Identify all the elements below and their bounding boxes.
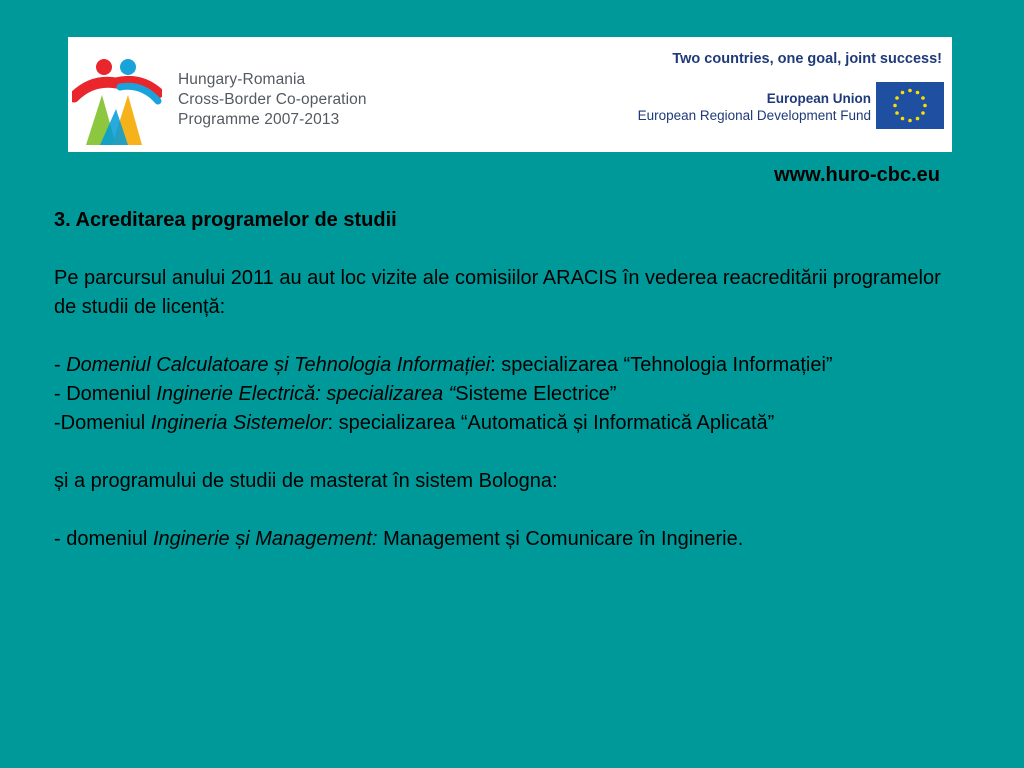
eu-star <box>901 91 905 95</box>
eu-star <box>916 91 920 95</box>
item-prefix: -Domeniul <box>54 412 151 434</box>
item-domain: Ingineria Sistemelor <box>150 412 328 434</box>
eu-name: European Union <box>766 91 871 106</box>
slide-content <box>54 206 954 554</box>
list-item <box>54 525 954 554</box>
eu-star <box>895 111 899 115</box>
eu-star <box>901 117 905 121</box>
intro-paragraph: Pe parcursul anului 2011 au aut loc vizite ale comisiilor ARACIS în vederea reacreditării programelor de studii de licență: <box>54 267 941 318</box>
eu-star <box>908 119 912 123</box>
slogan: Two countries, one goal, joint success! <box>672 51 942 67</box>
item-rest: : specializarea “Tehnologia Informației” <box>490 354 833 376</box>
item-domain: Inginerie Electrică: specializarea “ <box>156 383 456 405</box>
eu-star <box>921 96 925 100</box>
item-rest: Management și Comunicare în Inginerie. <box>377 528 744 550</box>
eu-star <box>895 96 899 100</box>
list-item <box>54 380 954 409</box>
website-url[interactable]: www.huro-cbc.eu <box>774 164 940 186</box>
programme-line-3: Programme 2007-2013 <box>178 111 340 128</box>
item-prefix: - Domeniul <box>54 383 157 405</box>
eu-flag-icon <box>876 82 944 129</box>
eu-star <box>916 117 920 121</box>
item-rest: Sisteme Electrice” <box>455 383 617 405</box>
programme-line-2: Cross-Border Co-operation <box>178 91 367 108</box>
eu-star <box>923 104 927 108</box>
eu-fund: European Regional Development Fund <box>637 108 871 123</box>
programme-line-1: Hungary-Romania <box>178 71 306 88</box>
item-prefix: - <box>54 354 67 376</box>
section-title: 3. Acreditarea programelor de studii <box>54 209 397 231</box>
eu-block <box>628 90 871 125</box>
eu-star <box>908 89 912 93</box>
huro-cbc-logo <box>72 57 162 147</box>
programme-name <box>178 70 367 130</box>
list-item <box>54 409 954 438</box>
item-domain: Domeniul Calculatoare și Tehnologia Informației <box>66 354 491 376</box>
master-intro: și a programului de studii de masterat în sistem Bologna: <box>54 470 558 492</box>
eu-star <box>921 111 925 115</box>
item-rest: : specializarea “Automatică și Informatică Aplicată” <box>327 412 775 434</box>
item-prefix: - domeniul <box>54 528 153 550</box>
item-domain: Inginerie și Management: <box>152 528 378 550</box>
list-item <box>54 351 954 380</box>
header-banner <box>68 37 952 152</box>
eu-star <box>893 104 897 108</box>
